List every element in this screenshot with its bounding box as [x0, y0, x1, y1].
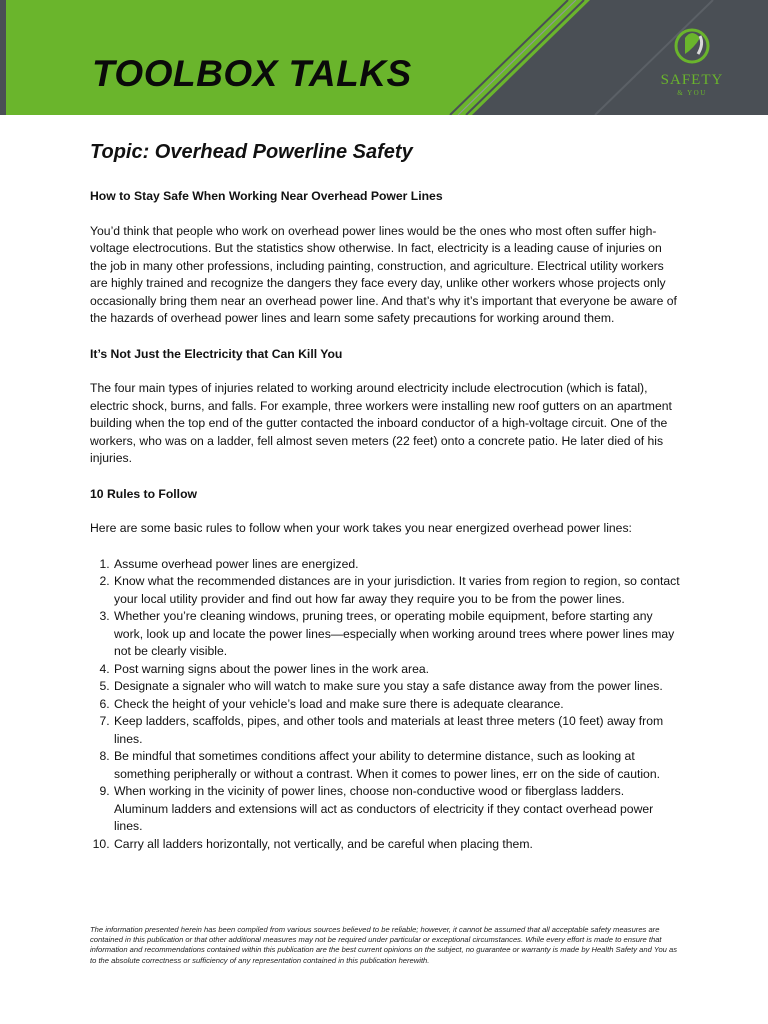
section-paragraph-not-just-electricity: The four main types of injuries related to working around electricity include electrocution (which is fatal), electric shock, burns, and falls. For example, three workers were installing new roof gutters on an apartment building when the top end of the gutter contacted the inboard conductor of a high-voltage circuit. One of the workers, who was on a ladder, fell almost seven meters (22 feet) onto a concrete patio. He later died of his injuries. [90, 381, 672, 465]
section-heading-not-just-electricity: It’s Not Just the Electricity that Can Kill You [90, 346, 343, 361]
document-body [90, 138, 680, 853]
rule-item: 5. Designate a signaler who will watch to make sure you stay a safe distance away from the power lines. [113, 678, 680, 696]
rule-item: 6. Check the height of your vehicle’s load and make sure there is adequate clearance. [113, 696, 680, 714]
rules-intro: Here are some basic rules to follow when your work takes you near energized overhead power lines: [90, 521, 632, 535]
rule-item: 7. Keep ladders, scaffolds, pipes, and other tools and materials at least three meters (10 feet) away from lines. [113, 713, 680, 748]
rule-item: 8. Be mindful that sometimes conditions affect your ability to determine distance, such as looking at something peripherally or without a contrast. When it comes to power lines, err on the side of caution. [113, 748, 680, 783]
rule-item: 9. When working in the vicinity of power lines, choose non-conductive wood or fiberglass ladders. Aluminum ladders and extensions will act as conductors of electricity if they contact overhead power lines. [113, 783, 680, 836]
rule-item: 3. Whether you’re cleaning windows, pruning trees, or operating mobile equipment, before starting any work, look up and locate the power lines—especially when working around trees where power lines may not be clearly visible. [113, 608, 680, 661]
logo-wordmark: SAFETY [660, 72, 724, 88]
section-heading-stay-safe: How to Stay Safe When Working Near Overhead Power Lines [90, 189, 443, 203]
header-left-edge [0, 0, 6, 115]
rule-item: 4. Post warning signs about the power lines in the work area. [113, 661, 680, 679]
topic-title: Topic: Overhead Powerline Safety [90, 141, 413, 163]
rule-item: 2. Know what the recommended distances are in your jurisdiction. It varies from region to region, so contact your local utility provider and find out how far away they require you to be from the power lines. [113, 573, 680, 608]
disclaimer-footer: The information presented herein has been compiled from various sources believed to be reliable; however, it cannot be assumed that all acceptable safety measures are contained in this publication or that other additional measures may not be required under particular or exceptional circumstances. While every effort is made to ensure that information and recommendations contained within this publication are the best current opinions on the subject, no guarantee or warranty is made by Health Safety and You as to the absolute correctness or sufficiency of any representation contained in this publication herewith. [90, 925, 678, 965]
rule-item: 1. Assume overhead power lines are energized. [113, 556, 680, 574]
header-banner [0, 0, 768, 115]
page-title: TOOLBOX TALKS [92, 53, 412, 94]
rule-item: 10. Carry all ladders horizontally, not vertically, and be careful when placing them. [113, 836, 680, 854]
rules-list [90, 556, 680, 854]
section-paragraph-stay-safe: You’d think that people who work on overhead power lines would be the ones who most often suffer high-voltage electrocutions. But the statistics show otherwise. In fact, electricity is a leading cause of injuries on the job in many other professions, including painting, construction, and agriculture. Electrical utility workers are highly trained and recognize the dangers they face every day, unlike other workers whose projects only occasionally bring them near an overhead power line. And that’s why it’s important that everyone be aware of the hazards of overhead power lines and learn some safety precautions for working around them. [90, 223, 677, 325]
section-heading-10-rules: 10 Rules to Follow [90, 486, 197, 501]
logo-subtext: & YOU [677, 89, 707, 97]
